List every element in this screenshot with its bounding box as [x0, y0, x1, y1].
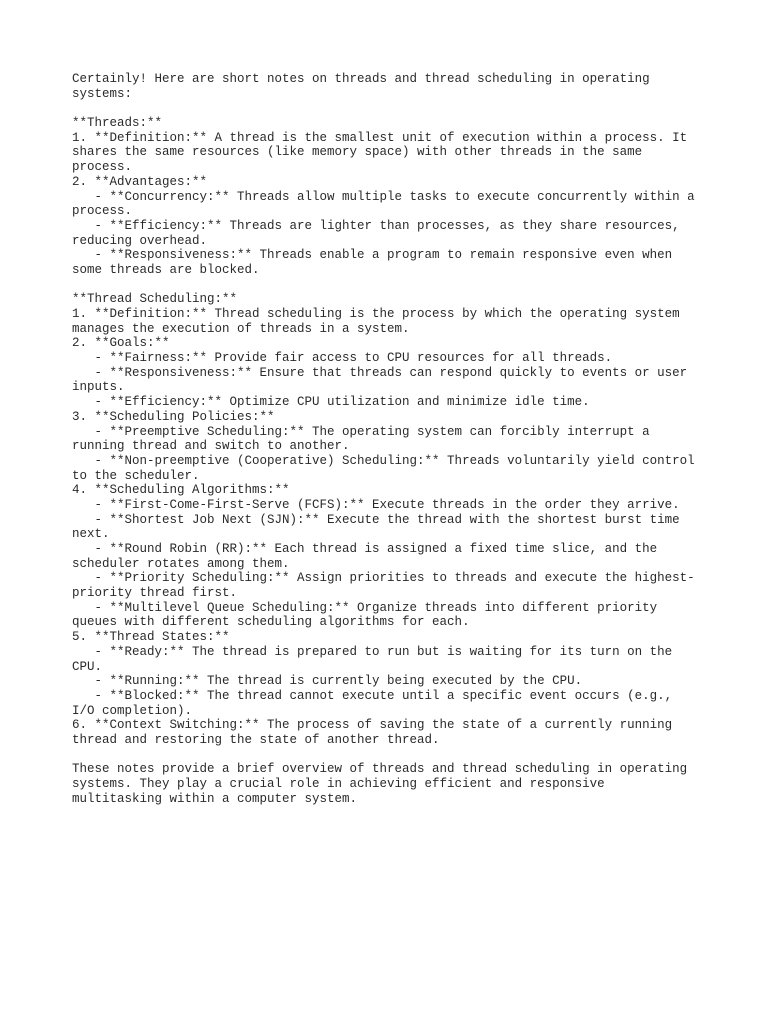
document-body — [72, 72, 712, 806]
text-line: running thread and switch to another. — [72, 439, 350, 454]
text-line: - **Blocked:** The thread cannot execute until a specific event occurs (e.g., — [72, 688, 673, 703]
text-line: - **Running:** The thread is currently being executed by the CPU. — [72, 674, 583, 689]
text-line: some threads are blocked. — [72, 262, 260, 277]
text-line: 2. **Advantages:** — [72, 174, 208, 189]
text-line: **Thread Scheduling:** — [72, 292, 238, 307]
text-line: to the scheduler. — [72, 468, 200, 483]
text-line: manages the execution of threads in a system. — [72, 321, 410, 336]
text-line: 3. **Scheduling Policies:** — [72, 409, 275, 424]
text-line: queues with different scheduling algorithms for each. — [72, 615, 470, 630]
text-line: process. — [72, 160, 133, 175]
text-line: scheduler rotates among them. — [72, 556, 290, 571]
text-line: 5. **Thread States:** — [72, 630, 230, 645]
text-line: - **Concurrency:** Threads allow multiple tasks to execute concurrently within a — [72, 189, 695, 204]
text-line: - **Fairness:** Provide fair access to CPU resources for all threads. — [72, 351, 613, 366]
text-line: shares the same resources (like memory space) with other threads in the same — [72, 145, 643, 160]
text-line: - **Ready:** The thread is prepared to run but is waiting for its turn on the — [72, 644, 673, 659]
text-line: priority thread first. — [72, 586, 238, 601]
text-line: 1. **Definition:** A thread is the smallest unit of execution within a process. It — [72, 130, 688, 145]
text-line: - **Efficiency:** Optimize CPU utilization and minimize idle time. — [72, 395, 590, 410]
text-line: reducing overhead. — [72, 233, 208, 248]
text-line — [72, 101, 712, 116]
text-line: - **Preemptive Scheduling:** The operating system can forcibly interrupt a — [72, 424, 650, 439]
text-line: - **First-Come-First-Serve (FCFS):** Execute threads in the order they arrive. — [72, 497, 680, 512]
text-line: - **Efficiency:** Threads are lighter than processes, as they share resources, — [72, 218, 680, 233]
text-line: multitasking within a computer system. — [72, 791, 358, 806]
text-line: systems: — [72, 86, 133, 101]
text-line — [72, 278, 712, 293]
text-line: CPU. — [72, 659, 103, 674]
text-line — [72, 748, 712, 763]
text-line: - **Multilevel Queue Scheduling:** Organize threads into different priority — [72, 600, 658, 615]
text-line: These notes provide a brief overview of threads and thread scheduling in operating — [72, 762, 688, 777]
text-line: 6. **Context Switching:** The process of saving the state of a currently running — [72, 718, 673, 733]
text-line: - **Priority Scheduling:** Assign priorities to threads and execute the highest- — [72, 571, 695, 586]
text-line: I/O completion). — [72, 703, 193, 718]
text-line: Certainly! Here are short notes on threads and thread scheduling in operating — [72, 72, 650, 86]
text-line: - **Responsiveness:** Ensure that threads can respond quickly to events or user — [72, 365, 688, 380]
text-line: next. — [72, 527, 110, 542]
text-line: 1. **Definition:** Thread scheduling is the process by which the operating system — [72, 307, 680, 321]
text-line: - **Non-preemptive (Cooperative) Scheduling:** Threads voluntarily yield control — [72, 453, 695, 468]
text-line: **Threads:** — [72, 116, 163, 131]
text-line: 2. **Goals:** — [72, 336, 170, 351]
text-line: - **Round Robin (RR):** Each thread is assigned a fixed time slice, and the — [72, 542, 658, 556]
text-line: process. — [72, 204, 133, 219]
text-line: 4. **Scheduling Algorithms:** — [72, 483, 290, 498]
text-line: - **Shortest Job Next (SJN):** Execute the thread with the shortest burst time — [72, 512, 680, 527]
text-line: inputs. — [72, 380, 125, 395]
text-line: - **Responsiveness:** Threads enable a program to remain responsive even when — [72, 248, 673, 263]
text-line: systems. They play a crucial role in achieving efficient and responsive — [72, 777, 605, 791]
text-line: thread and restoring the state of another thread. — [72, 732, 440, 747]
